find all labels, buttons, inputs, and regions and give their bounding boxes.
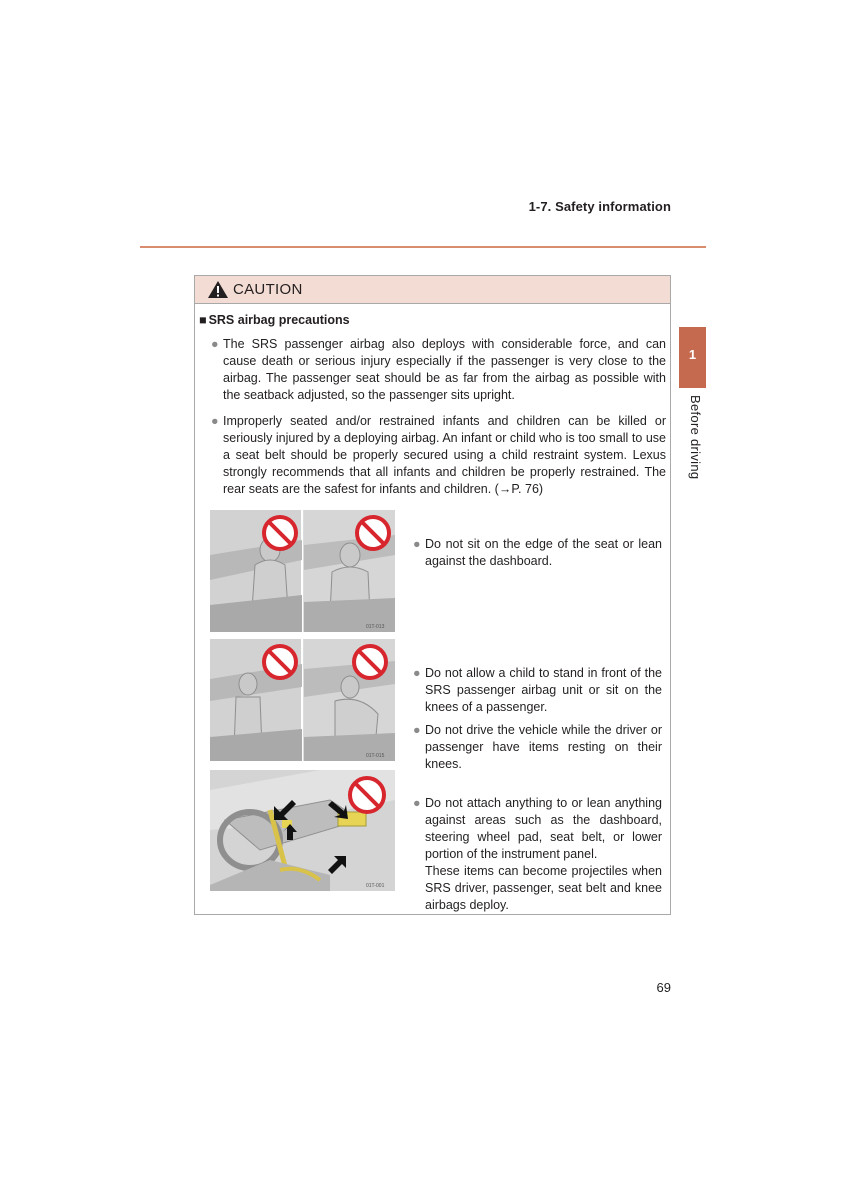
prohibited-icon — [264, 646, 296, 678]
sub-heading — [199, 313, 350, 327]
illustration-seat-edge-drawing — [210, 510, 395, 632]
bullet-items-on-knees — [413, 722, 662, 773]
illustration-child-standing-drawing — [210, 639, 395, 761]
illustration-seat-edge — [210, 510, 395, 632]
bullet-text: The SRS passenger airbag also deploys with considerable force, and can cause death or serious injury especially if the passenger is very close to the airbag. The passenger seat should be as far from the airbag as possible with the seatback adjusted, so the passenger sits upright. — [223, 337, 666, 402]
bullet-icon: ● — [413, 666, 421, 680]
header-rule — [140, 246, 706, 248]
caution-header — [195, 276, 670, 304]
square-bullet-icon: ■ — [199, 313, 207, 327]
prohibited-icon — [350, 778, 384, 812]
page-number: 69 — [656, 980, 671, 995]
section-header: 1-7. Safety information — [528, 199, 671, 214]
prohibited-icon — [357, 517, 389, 549]
bullet-text: Do not allow a child to stand in front of the SRS passenger airbag unit or sit on the knees of a passenger. — [425, 666, 662, 714]
bullet-child-standing — [413, 665, 662, 716]
chapter-tab: 1 — [679, 327, 706, 388]
bullet-icon: ● — [211, 414, 219, 428]
projectiles-note — [425, 863, 662, 914]
bullet-icon: ● — [413, 723, 421, 737]
illustration-dashboard-items-drawing — [210, 770, 395, 891]
bullet-dashboard-items — [413, 795, 662, 863]
bullet-seat-edge — [413, 536, 662, 570]
prohibited-icon — [354, 646, 386, 678]
sub-heading-text: SRS airbag precautions — [208, 313, 350, 327]
figure-code: 01T-013 — [366, 624, 385, 630]
prohibited-icon — [264, 517, 296, 549]
chapter-label: Before driving — [688, 395, 703, 480]
bullet-text: Improperly seated and/or restrained infants and children can be killed or seriously injured by a deploying airbag. An infant or child who is too small to use a seat belt should be properly secured using a child restraint system. Lexus strongly recommends that all infants and children be properly restrained. The rear seats are the safest for infants and children. (→P. 76) — [223, 414, 666, 496]
bullet-icon: ● — [413, 537, 421, 551]
figure-code: 01T-001 — [366, 883, 385, 889]
bullet-airbag-force — [211, 336, 666, 404]
bullet-icon: ● — [413, 796, 421, 810]
note-text: These items can become projectiles when SRS driver, passenger, seat belt and knee airbags deploy. — [425, 864, 662, 912]
bullet-icon: ● — [211, 337, 219, 351]
bullet-children — [211, 413, 666, 498]
bullet-text: Do not sit on the edge of the seat or lean against the dashboard. — [425, 537, 662, 568]
bullet-text: Do not attach anything to or lean anything against areas such as the dashboard, steering wheel pad, seat belt, or lower portion of the instrument panel. — [425, 796, 662, 861]
figure-code: 01T-015 — [366, 753, 385, 759]
illustration-dashboard-items — [210, 770, 395, 891]
caution-title: CAUTION — [233, 281, 303, 298]
warning-triangle-icon — [207, 280, 229, 299]
illustration-child-standing — [210, 639, 395, 761]
bullet-text: Do not drive the vehicle while the driver or passenger have items resting on their knees. — [425, 723, 662, 771]
caution-box — [194, 275, 671, 915]
